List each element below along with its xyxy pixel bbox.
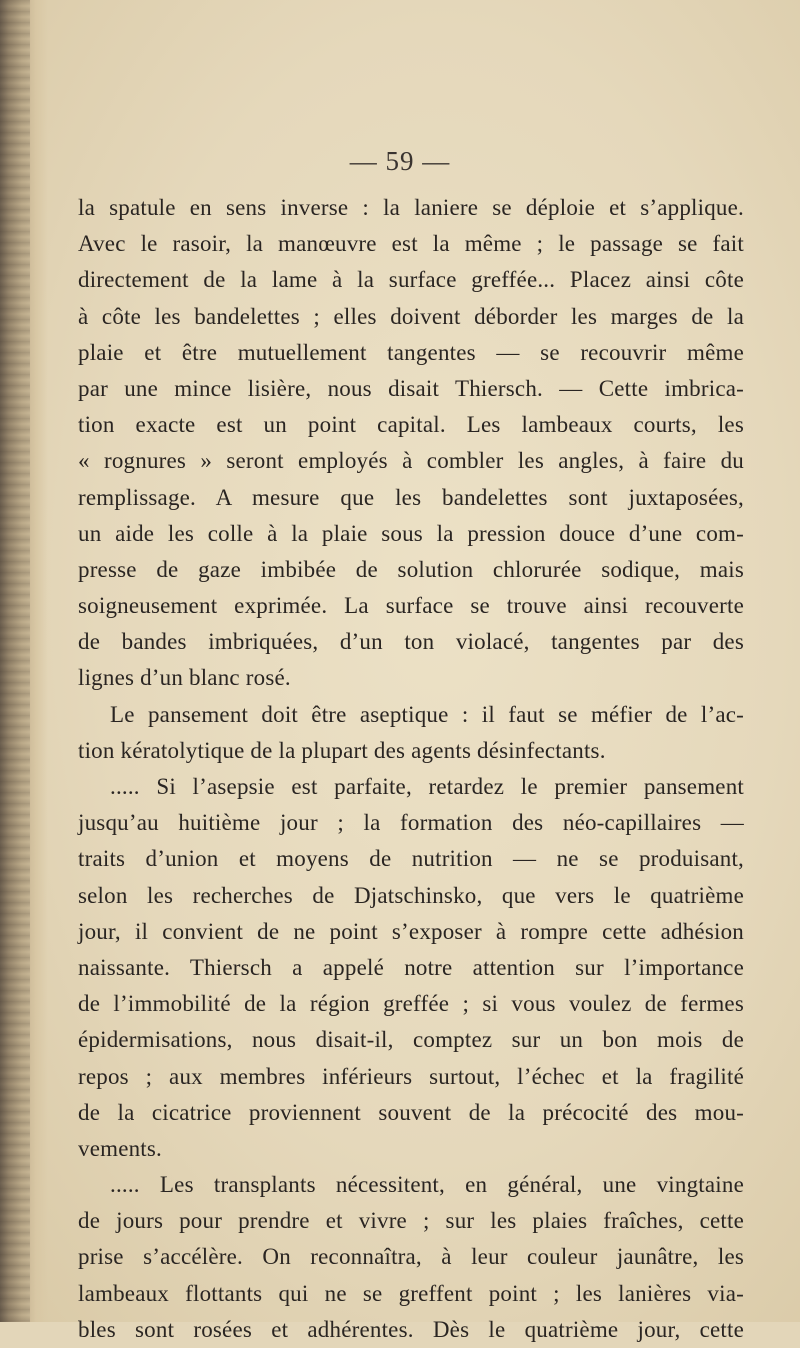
text-line: épidermisations, nous disait-il, comptez sur un bon mois de xyxy=(78,1027,744,1053)
text-line: tion kératolytique de la plupart des agents désinfectants. xyxy=(78,737,606,763)
text-line: de bandes imbriquées, d’un ton violacé, tangentes par des xyxy=(78,629,744,655)
text-line: Le pansement doit être aseptique : il faut se méfier de l’ac- xyxy=(110,701,744,727)
text-line: naissante. Thiersch a appelé notre attention sur l’importance xyxy=(78,954,744,980)
text-line: plaie et être mutuellement tangentes — se recouvrir même xyxy=(78,339,744,365)
text-line: ..... Les transplants nécessitent, en général, une vingtaine xyxy=(110,1172,744,1198)
text-line: la spatule en sens inverse : la laniere se déploie et s’applique. xyxy=(78,195,744,220)
text-line: Avec le rasoir, la manœuvre est la même ; le passage se fait xyxy=(78,231,744,257)
body-text xyxy=(78,190,744,1348)
text-line: bles sont rosées et adhérentes. Dès le quatrième jour, cette xyxy=(78,1316,744,1342)
text-line: tion exacte est un point capital. Les lambeaux courts, les xyxy=(78,412,744,438)
text-line: de l’immobilité de la région greffée ; si vous voulez de fermes xyxy=(78,991,744,1017)
text-line: selon les recherches de Djatschinsko, que vers le quatrième xyxy=(78,882,744,908)
text-line: repos ; aux membres inférieurs surtout, l’échec et la fragilité xyxy=(78,1063,744,1089)
text-line: jour, il convient de ne point s’exposer à rompre cette adhésion xyxy=(78,918,744,944)
text-line: un aide les colle à la plaie sous la pression douce d’une com- xyxy=(78,520,744,546)
text-line: vements. xyxy=(78,1135,162,1161)
text-line: lignes d’un blanc rosé. xyxy=(78,665,291,691)
text-line: lambeaux flottants qui ne se greffent point ; les lanières via- xyxy=(78,1280,744,1306)
edge-stain xyxy=(0,0,30,1322)
page-number: — 59 — xyxy=(349,146,451,176)
text-line: ..... Si l’asepsie est parfaite, retardez le premier pansement xyxy=(110,774,744,799)
text-line: directement de la lame à la surface greffée... Placez ainsi côte xyxy=(78,267,744,293)
text-line: prise s’accélère. On reconnaîtra, à leur couleur jaunâtre, les xyxy=(78,1244,744,1270)
text-line: presse de gaze imbibée de solution chlorurée sodique, mais xyxy=(78,556,744,582)
text-line: par une mince lisière, nous disait Thiersch. — Cette imbrica- xyxy=(78,375,744,401)
text-line: traits d’union et moyens de nutrition — ne se produisant, xyxy=(78,846,744,872)
text-line: soigneusement exprimée. La surface se trouve ainsi recouverte xyxy=(78,593,744,619)
text-line: de jours pour prendre et vivre ; sur les plaies fraîches, cette xyxy=(78,1208,744,1234)
text-line: remplissage. A mesure que les bandelettes sont juxtaposées, xyxy=(78,484,744,510)
text-line: à côte les bandelettes ; elles doivent déborder les marges de la xyxy=(78,303,744,329)
text-line: « rognures » seront employés à combler les angles, à faire du xyxy=(78,448,744,474)
text-line: de la cicatrice proviennent souvent de la précocité des mou- xyxy=(78,1099,744,1125)
text-line: jusqu’au huitième jour ; la formation des néo-capillaires — xyxy=(78,810,744,836)
